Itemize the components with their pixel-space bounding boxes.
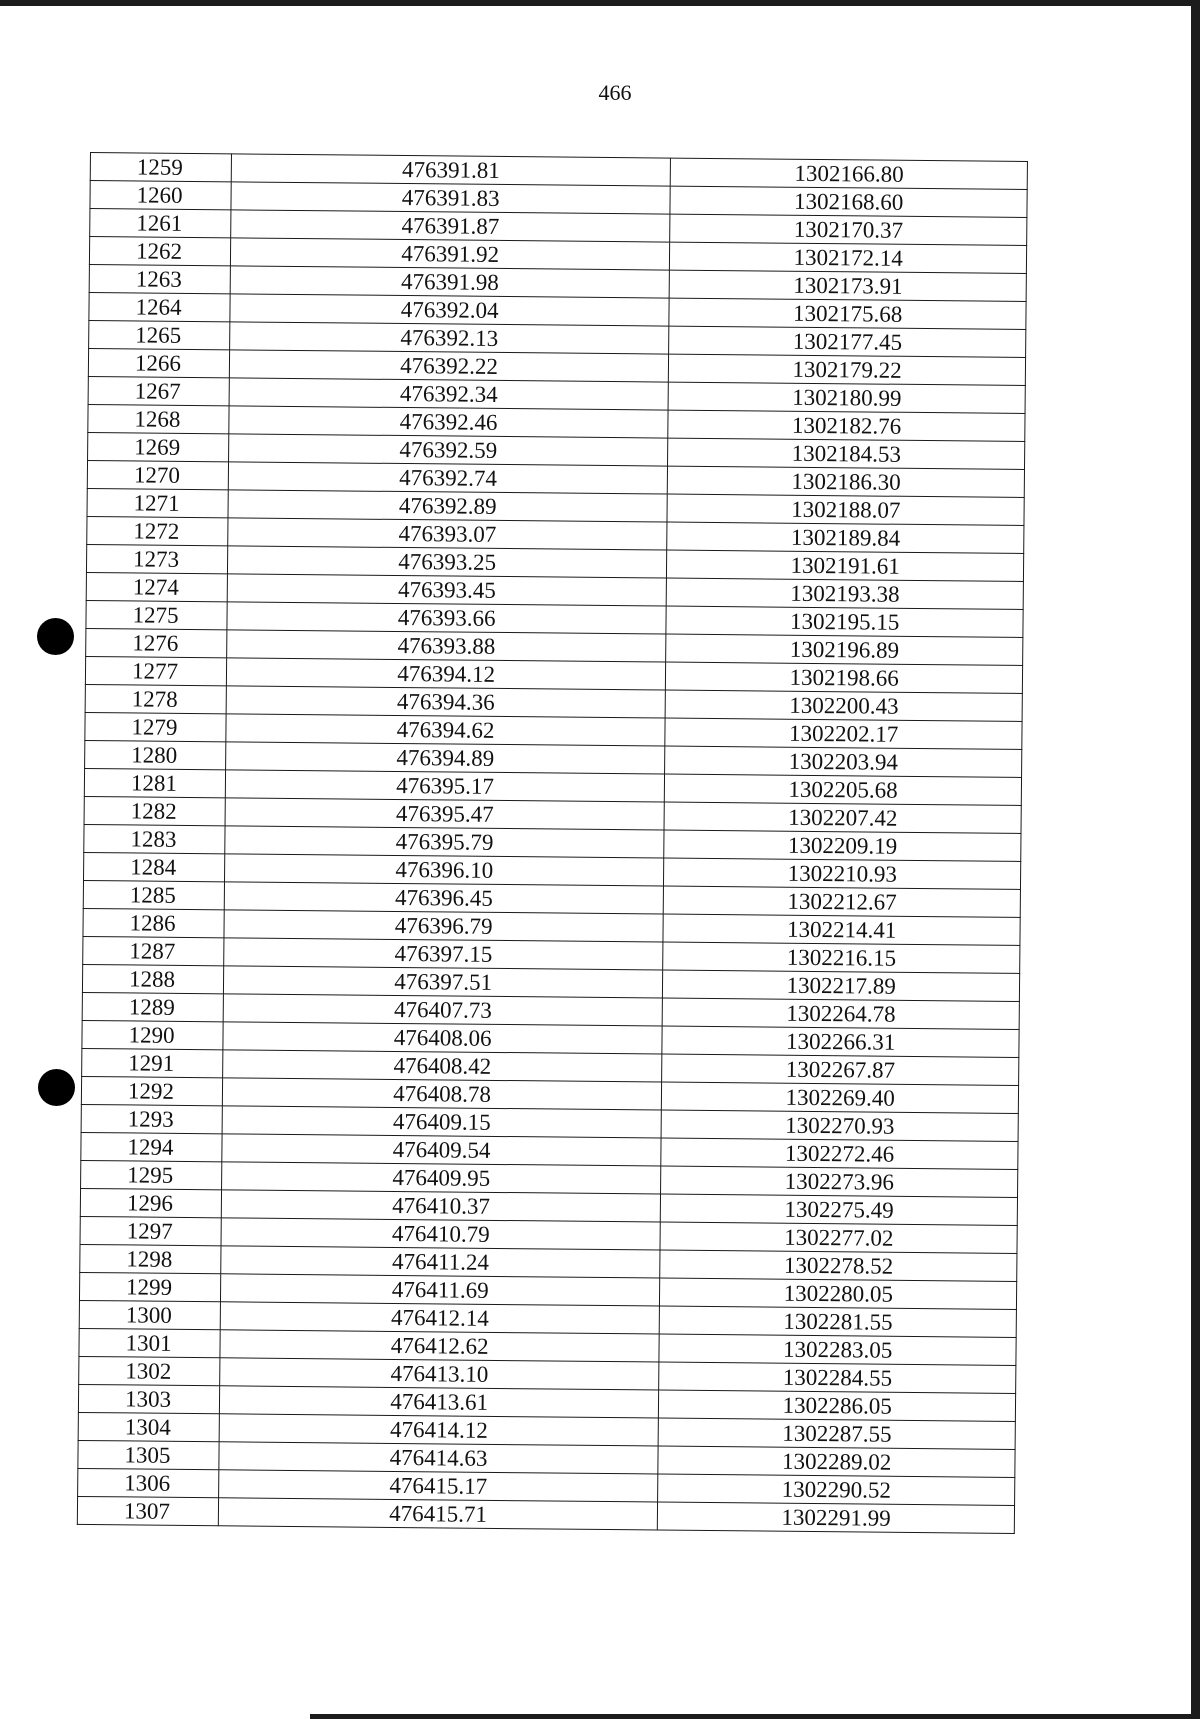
point-id-cell: 1261 xyxy=(90,209,231,238)
x-coordinate-cell: 476397.51 xyxy=(223,966,663,998)
x-coordinate-cell: 476395.79 xyxy=(225,826,665,858)
point-id-cell: 1288 xyxy=(82,964,223,993)
point-id-cell: 1265 xyxy=(89,320,230,349)
point-id-cell: 1270 xyxy=(87,460,228,489)
y-coordinate-cell: 1302266.31 xyxy=(662,1026,1019,1057)
y-coordinate-cell: 1302202.17 xyxy=(665,718,1022,749)
point-id-cell: 1277 xyxy=(85,656,226,685)
y-coordinate-cell: 1302264.78 xyxy=(663,998,1020,1029)
x-coordinate-cell: 476410.79 xyxy=(221,1218,661,1250)
x-coordinate-cell: 476392.74 xyxy=(228,462,668,494)
x-coordinate-cell: 476412.62 xyxy=(220,1330,660,1362)
x-coordinate-cell: 476407.73 xyxy=(223,994,663,1026)
x-coordinate-cell: 476393.88 xyxy=(227,630,667,662)
x-coordinate-cell: 476408.06 xyxy=(223,1022,663,1054)
y-coordinate-cell: 1302286.05 xyxy=(659,1390,1016,1421)
point-id-cell: 1273 xyxy=(86,544,227,573)
point-id-cell: 1281 xyxy=(84,768,225,797)
x-coordinate-cell: 476392.89 xyxy=(228,490,668,522)
x-coordinate-cell: 476411.69 xyxy=(220,1274,660,1306)
point-id-cell: 1305 xyxy=(78,1440,219,1469)
punch-hole xyxy=(38,1069,75,1106)
x-coordinate-cell: 476392.22 xyxy=(229,350,669,382)
point-id-cell: 1295 xyxy=(81,1160,222,1189)
point-id-cell: 1300 xyxy=(79,1300,220,1329)
point-id-cell: 1304 xyxy=(78,1412,219,1441)
point-id-cell: 1306 xyxy=(78,1468,219,1497)
y-coordinate-cell: 1302280.05 xyxy=(660,1278,1017,1309)
point-id-cell: 1269 xyxy=(88,432,229,461)
y-coordinate-cell: 1302170.37 xyxy=(670,214,1027,245)
y-coordinate-cell: 1302278.52 xyxy=(660,1250,1017,1281)
point-id-cell: 1267 xyxy=(88,376,229,405)
y-coordinate-cell: 1302212.67 xyxy=(664,886,1021,917)
point-id-cell: 1282 xyxy=(84,796,225,825)
point-id-cell: 1283 xyxy=(84,824,225,853)
point-id-cell: 1296 xyxy=(80,1188,221,1217)
y-coordinate-cell: 1302168.60 xyxy=(670,186,1027,217)
y-coordinate-cell: 1302177.45 xyxy=(669,326,1026,357)
x-coordinate-cell: 476414.12 xyxy=(219,1414,659,1446)
point-id-cell: 1280 xyxy=(85,740,226,769)
y-coordinate-cell: 1302290.52 xyxy=(658,1474,1015,1505)
x-coordinate-cell: 476394.89 xyxy=(225,742,665,774)
y-coordinate-cell: 1302173.91 xyxy=(669,270,1026,301)
point-id-cell: 1284 xyxy=(84,852,225,881)
scan-edge-bottom xyxy=(310,1714,1200,1719)
y-coordinate-cell: 1302289.02 xyxy=(658,1446,1015,1477)
x-coordinate-cell: 476392.34 xyxy=(229,378,669,410)
x-coordinate-cell: 476393.66 xyxy=(227,602,667,634)
x-coordinate-cell: 476393.07 xyxy=(228,518,668,550)
x-coordinate-cell: 476394.36 xyxy=(226,686,666,718)
point-id-cell: 1266 xyxy=(88,348,229,377)
y-coordinate-cell: 1302195.15 xyxy=(666,606,1023,637)
point-id-cell: 1299 xyxy=(79,1272,220,1301)
point-id-cell: 1303 xyxy=(78,1384,219,1413)
x-coordinate-cell: 476392.13 xyxy=(230,322,670,354)
x-coordinate-cell: 476413.61 xyxy=(219,1386,659,1418)
x-coordinate-cell: 476397.15 xyxy=(224,938,664,970)
point-id-cell: 1272 xyxy=(87,516,228,545)
x-coordinate-cell: 476410.37 xyxy=(221,1190,661,1222)
y-coordinate-cell: 1302267.87 xyxy=(662,1054,1019,1085)
point-id-cell: 1297 xyxy=(80,1216,221,1245)
x-coordinate-cell: 476391.83 xyxy=(231,182,671,214)
page-number: 466 xyxy=(598,80,632,105)
point-id-cell: 1292 xyxy=(81,1076,222,1105)
x-coordinate-cell: 476396.10 xyxy=(224,854,664,886)
y-coordinate-cell: 1302275.49 xyxy=(661,1194,1018,1225)
point-id-cell: 1290 xyxy=(82,1020,223,1049)
y-coordinate-cell: 1302217.89 xyxy=(663,970,1020,1001)
y-coordinate-cell: 1302214.41 xyxy=(663,914,1020,945)
y-coordinate-cell: 1302291.99 xyxy=(658,1502,1015,1533)
y-coordinate-cell: 1302277.02 xyxy=(660,1222,1017,1253)
x-coordinate-cell: 476393.25 xyxy=(227,546,667,578)
y-coordinate-cell: 1302175.68 xyxy=(669,298,1026,329)
point-id-cell: 1271 xyxy=(87,488,228,517)
y-coordinate-cell: 1302189.84 xyxy=(667,522,1024,553)
y-coordinate-cell: 1302216.15 xyxy=(663,942,1020,973)
y-coordinate-cell: 1302200.43 xyxy=(665,690,1022,721)
x-coordinate-cell: 476411.24 xyxy=(221,1246,661,1278)
point-id-cell: 1298 xyxy=(80,1244,221,1273)
x-coordinate-cell: 476396.45 xyxy=(224,882,664,914)
y-coordinate-cell: 1302172.14 xyxy=(670,242,1027,273)
x-coordinate-cell: 476391.81 xyxy=(231,154,671,186)
point-id-cell: 1276 xyxy=(86,628,227,657)
point-id-cell: 1259 xyxy=(90,153,231,182)
y-coordinate-cell: 1302196.89 xyxy=(666,634,1023,665)
x-coordinate-cell: 476408.42 xyxy=(223,1050,663,1082)
x-coordinate-cell: 476391.92 xyxy=(230,238,670,270)
point-id-cell: 1262 xyxy=(89,237,230,266)
y-coordinate-cell: 1302180.99 xyxy=(668,382,1025,413)
x-coordinate-cell: 476395.47 xyxy=(225,798,665,830)
x-coordinate-cell: 476409.95 xyxy=(221,1162,661,1194)
y-coordinate-cell: 1302269.40 xyxy=(662,1082,1019,1113)
x-coordinate-cell: 476408.78 xyxy=(222,1078,662,1110)
point-id-cell: 1291 xyxy=(82,1048,223,1077)
coordinates-table xyxy=(77,152,1028,1534)
y-coordinate-cell: 1302188.07 xyxy=(667,494,1024,525)
x-coordinate-cell: 476414.63 xyxy=(219,1442,659,1474)
y-coordinate-cell: 1302209.19 xyxy=(664,830,1021,861)
y-coordinate-cell: 1302184.53 xyxy=(668,438,1025,469)
point-id-cell: 1289 xyxy=(82,992,223,1021)
point-id-cell: 1264 xyxy=(89,292,230,321)
x-coordinate-cell: 476392.46 xyxy=(229,406,669,438)
point-id-cell: 1268 xyxy=(88,404,229,433)
point-id-cell: 1301 xyxy=(79,1328,220,1357)
point-id-cell: 1263 xyxy=(89,264,230,293)
x-coordinate-cell: 476395.17 xyxy=(225,770,665,802)
y-coordinate-cell: 1302210.93 xyxy=(664,858,1021,889)
y-coordinate-cell: 1302281.55 xyxy=(660,1306,1017,1337)
x-coordinate-cell: 476415.71 xyxy=(218,1498,658,1530)
y-coordinate-cell: 1302207.42 xyxy=(664,802,1021,833)
point-id-cell: 1275 xyxy=(86,600,227,629)
point-id-cell: 1274 xyxy=(86,572,227,601)
x-coordinate-cell: 476409.54 xyxy=(222,1134,662,1166)
y-coordinate-cell: 1302270.93 xyxy=(661,1110,1018,1141)
x-coordinate-cell: 476391.98 xyxy=(230,266,670,298)
point-id-cell: 1302 xyxy=(79,1356,220,1385)
y-coordinate-cell: 1302283.05 xyxy=(659,1334,1016,1365)
x-coordinate-cell: 476392.04 xyxy=(230,294,670,326)
y-coordinate-cell: 1302287.55 xyxy=(658,1418,1015,1449)
y-coordinate-cell: 1302205.68 xyxy=(665,774,1022,805)
y-coordinate-cell: 1302179.22 xyxy=(669,354,1026,385)
y-coordinate-cell: 1302186.30 xyxy=(668,466,1025,497)
x-coordinate-cell: 476394.12 xyxy=(226,658,666,690)
point-id-cell: 1286 xyxy=(83,908,224,937)
point-id-cell: 1294 xyxy=(81,1132,222,1161)
x-coordinate-cell: 476391.87 xyxy=(231,210,671,242)
x-coordinate-cell: 476415.17 xyxy=(219,1470,659,1502)
point-id-cell: 1307 xyxy=(77,1496,218,1525)
x-coordinate-cell: 476392.59 xyxy=(228,434,668,466)
y-coordinate-cell: 1302272.46 xyxy=(661,1138,1018,1169)
point-id-cell: 1260 xyxy=(90,181,231,210)
point-id-cell: 1285 xyxy=(83,880,224,909)
y-coordinate-cell: 1302182.76 xyxy=(668,410,1025,441)
x-coordinate-cell: 476396.79 xyxy=(224,910,664,942)
x-coordinate-cell: 476409.15 xyxy=(222,1106,662,1138)
point-id-cell: 1279 xyxy=(85,712,226,741)
point-id-cell: 1278 xyxy=(85,684,226,713)
y-coordinate-cell: 1302191.61 xyxy=(667,550,1024,581)
y-coordinate-cell: 1302284.55 xyxy=(659,1362,1016,1393)
x-coordinate-cell: 476394.62 xyxy=(226,714,666,746)
x-coordinate-cell: 476413.10 xyxy=(220,1358,660,1390)
y-coordinate-cell: 1302198.66 xyxy=(666,662,1023,693)
y-coordinate-cell: 1302203.94 xyxy=(665,746,1022,777)
point-id-cell: 1293 xyxy=(81,1104,222,1133)
x-coordinate-cell: 476393.45 xyxy=(227,574,667,606)
scan-edge-right xyxy=(1191,0,1200,1719)
y-coordinate-cell: 1302193.38 xyxy=(667,578,1024,609)
x-coordinate-cell: 476412.14 xyxy=(220,1302,660,1334)
scan-edge-top xyxy=(0,0,1200,6)
point-id-cell: 1287 xyxy=(83,936,224,965)
punch-hole xyxy=(37,618,74,655)
coordinates-table-body xyxy=(77,153,1027,1534)
y-coordinate-cell: 1302273.96 xyxy=(661,1166,1018,1197)
y-coordinate-cell: 1302166.80 xyxy=(671,158,1028,189)
